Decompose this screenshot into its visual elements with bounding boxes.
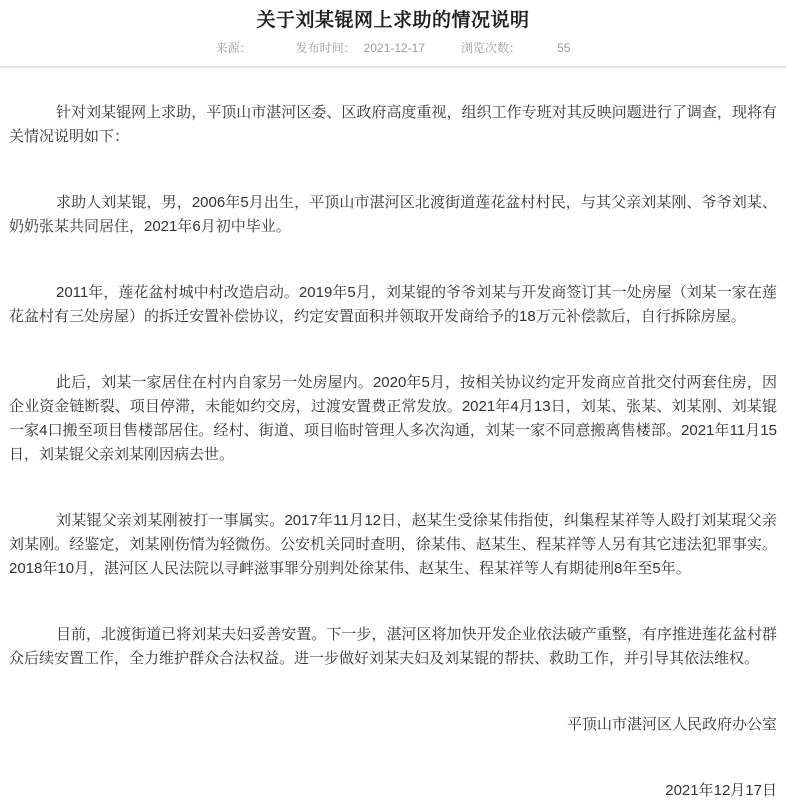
meta-views-value: 55 [557,41,571,55]
meta-publish-label: 发布时间： [295,41,356,55]
article-paragraph: 针对刘某锟网上求助，平顶山市湛河区委、区政府高度重视，组织工作专班对其反映问题进行了调查，现将有关情况说明如下： [9,104,777,145]
article-paragraph: 求助人刘某锟，男，2006年5月出生，平顶山市湛河区北渡街道莲花盆村村民，与其父亲刘某刚、爷爷刘某、奶奶张某共同居住，2021年6月初中毕业。 [9,194,777,235]
meta-publish-value: 2021-12-17 [363,41,426,55]
article-paragraph: 刘某锟父亲刘某刚被打一事属实。2017年11月12日，赵某生受徐某伟指使，纠集程某祥等人殴打刘某琨父亲刘某刚。经鉴定，刘某刚伤情为轻微伤。公安机关同时查明，徐某伟、赵某生、程某祥等人另有其它违法犯罪事实。2018年10月，湛河区人民法院以寻衅滋事罪分别判处徐某伟、赵某生、程某祥等人有期徒刑8年至5年。 [9,512,777,577]
header-divider [0,66,786,68]
signature-office: 平顶山市湛河区人民政府办公室 [566,716,777,733]
signature-date: 2021年12月17日 [665,782,777,799]
article-paragraph: 此后，刘某一家居住在村内自家另一处房屋内。2020年5月，按相关协议约定开发商应首批交付两套住房，因企业资金链断裂、项目停滞，未能如约交房，过渡安置费正常发放。2021年4月13日，刘某、张某、刘某刚、刘某锟一家4口搬至项目售楼部居住。经村、街道、项目临时管理人多次沟通，刘某一家不同意搬离售楼部。2021年11月15日，刘某锟父亲刘某刚因病去世。 [9,374,777,463]
article-body [0,76,786,803]
meta-views-label: 浏览次数： [461,41,522,55]
article-meta-row [0,41,786,55]
article-paragraph: 2011年，莲花盆村城中村改造启动。2019年5月，刘某锟的爷爷刘某与开发商签订其一处房屋（刘某一家在莲花盆村有三处房屋）的拆迁安置补偿协议，约定安置面积并领取开发商给予的18万元补偿款后，自行拆除房屋。 [9,284,777,325]
article-paragraph: 目前，北渡街道已将刘某夫妇妥善安置。下一步，湛河区将加快开发企业依法破产重整，有序推进莲花盆村群众后续安置工作，全力维护群众合法权益。进一步做好刘某夫妇及刘某锟的帮扶、救助工作，并引导其依法维权。 [9,626,777,667]
meta-source-label: 来源： [215,41,252,55]
page-title: 关于刘某锟网上求助的情况说明 [256,10,530,31]
